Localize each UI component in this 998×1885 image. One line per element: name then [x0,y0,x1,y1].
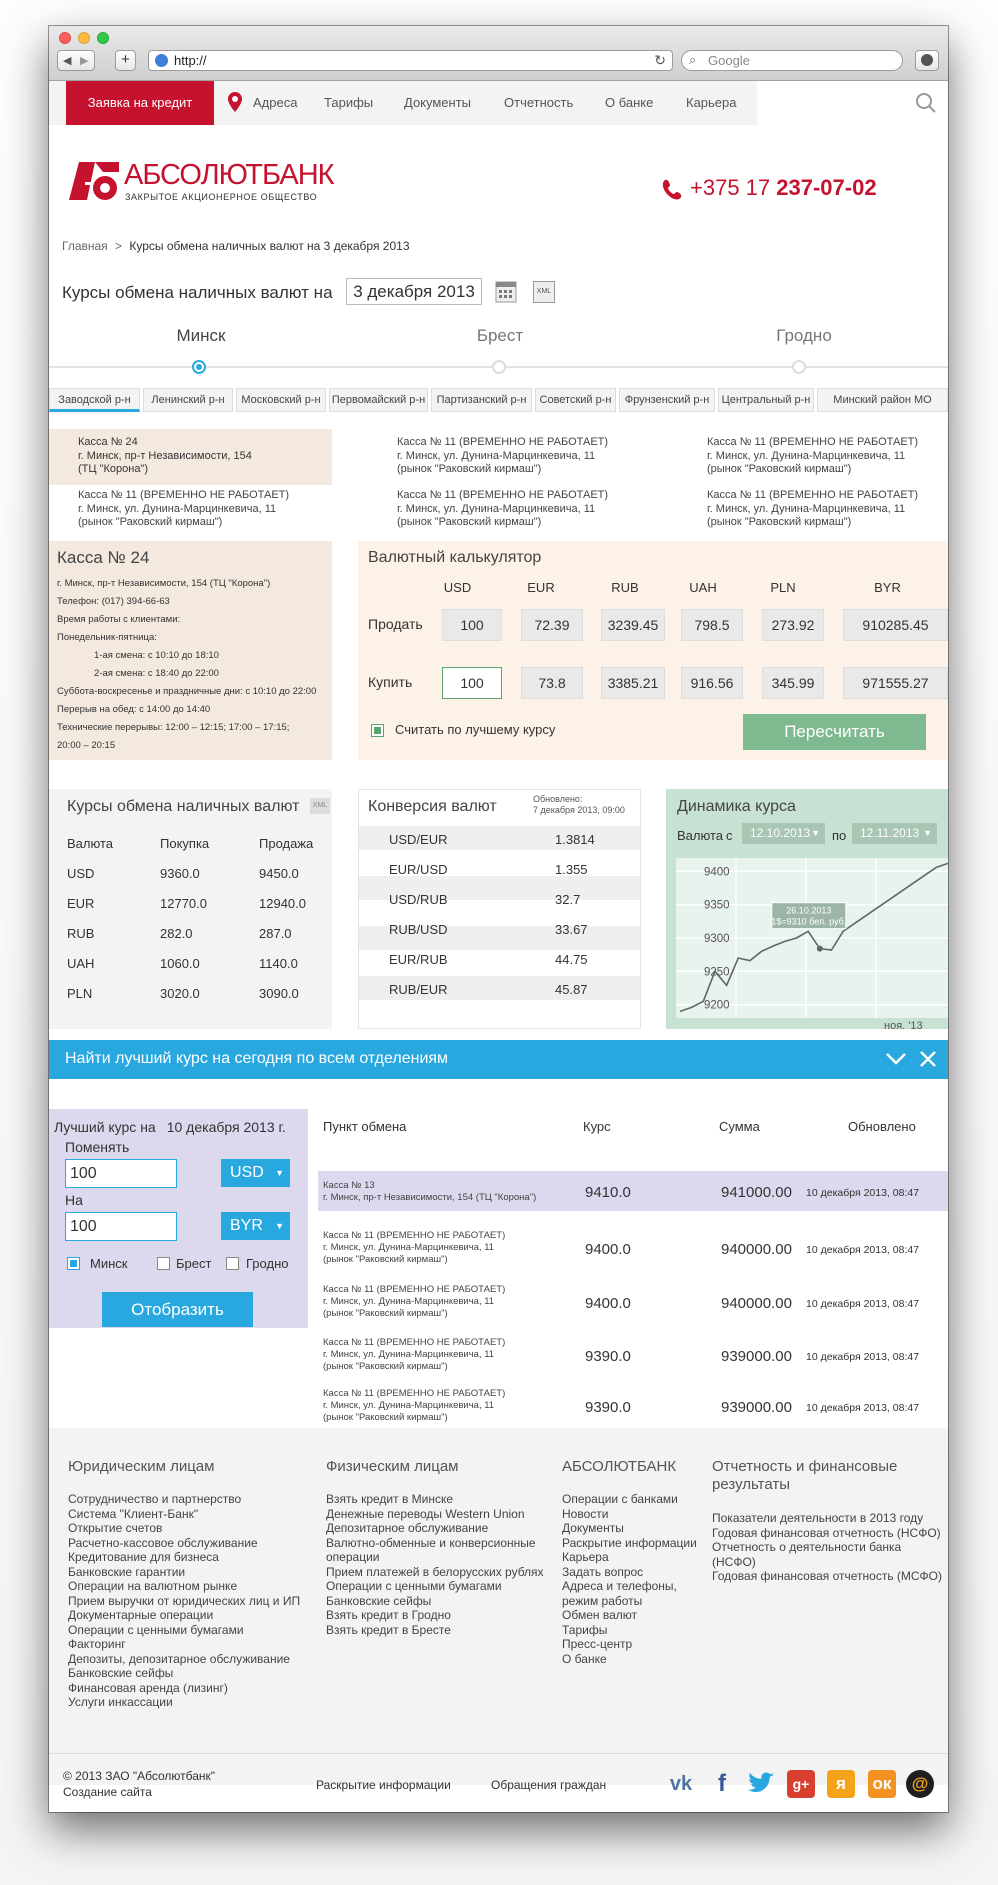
collapse-chevron-icon[interactable] [885,1050,907,1068]
chart-y-tick: 9300 [704,933,730,945]
nav-reports[interactable]: Отчетность [504,95,574,110]
kassa-phone: Телефон: (017) 394-66-63 [57,596,170,607]
nav-addresses[interactable]: Адреса [253,95,298,110]
branch-landmark: (ТЦ "Корона") [78,463,149,475]
best-row-line: г. Минск, пр-т Независимости, 154 (ТЦ "Корона") [323,1192,537,1203]
close-window-icon[interactable] [59,32,71,44]
kassa-lunch: Перерыв на обед: с 14:00 до 14:40 [57,704,211,715]
city-dot-grodno[interactable] [792,360,806,374]
chart-y-tick: 9200 [704,999,730,1012]
best-row-upd: 10 декабря 2013, 08:47 [806,1402,920,1414]
chart-y-tick: 9400 [704,866,730,879]
nav-about[interactable]: О банке [605,95,654,110]
download-icon [921,54,933,66]
buy-eur-field[interactable]: 73.8 [521,667,583,699]
best-row-line: (рынок "Раковский кирмаш") [323,1308,448,1319]
disclosure-link[interactable]: Раскрытие информации [316,1778,451,1792]
footer-col2-title: Физическим лицам [326,1458,459,1475]
footer-link[interactable]: Банковские гарантии [68,1564,186,1579]
cash-cell: 12770.0 [160,896,207,911]
best-rate-label: Считать по лучшему курсу [395,722,556,737]
conv-rate: 45.87 [555,982,588,997]
footer-link[interactable]: Документы [562,1521,624,1535]
recalculate-button[interactable]: Пересчитать [743,714,926,750]
tab-district-sovetsky[interactable]: Советский р-н [535,388,616,412]
chart-tooltip-value: 1$=9310 бел. руб. [771,916,847,927]
conv-rate: 1.3814 [555,832,595,847]
conv-pair: USD/RUB [389,892,448,907]
best-row-point[interactable] [323,1230,505,1266]
browser-window [49,26,948,1812]
best-row-sum: 939000.00 [721,1399,792,1416]
breadcrumb [62,239,410,253]
breadcrumb-separator: > [115,239,123,253]
facebook-icon[interactable]: f [718,1770,726,1797]
cash-rates-title: Курсы обмена наличных валют [67,798,300,815]
footer-col4-links [712,1511,948,1584]
cash-cell: 12940.0 [259,896,306,911]
from-currency-value: USD [230,1164,264,1181]
nav-tariffs[interactable]: Тарифы [324,95,374,110]
footer-link[interactable]: Расчетно-кассовое обслуживание [68,1535,258,1550]
browser-toolbar [49,26,948,81]
breadcrumb-home[interactable]: Главная [62,239,108,253]
branch-item[interactable] [397,489,608,530]
best-rate-checkbox[interactable] [371,724,384,737]
best-row-upd: 10 декабря 2013, 08:47 [806,1298,920,1310]
kassa-weekend: Суббота-воскресенье и праздничные дни: с 10:10 до 22:00 [57,686,317,697]
footer-link[interactable]: Сотрудничество и партнерство [68,1492,242,1506]
tab-district-zavodskoy[interactable]: Заводской р-н [49,388,140,412]
best-row-line: г. Минск, ул. Дунина-Марцинкевича, 11 [323,1400,495,1411]
best-row-point[interactable] [323,1388,505,1424]
footer-link[interactable]: Тарифы [562,1622,608,1637]
footer-link[interactable]: Адреса и телефоны, [562,1579,677,1593]
sell-eur-field[interactable]: 72.39 [521,609,583,641]
branch-item[interactable] [78,489,289,530]
cash-cell: 287.0 [259,926,292,941]
appeals-link[interactable]: Обращения граждан [491,1778,607,1792]
branch-landmark: (рынок "Раковский кирмаш") [707,516,852,528]
cash-xml-icon[interactable]: XML [310,798,330,814]
forward-arrow-icon[interactable]: ▶ [80,55,89,67]
dyn-to-value: 12.11.2013 [860,826,920,840]
city-checkbox-brest[interactable] [157,1257,170,1270]
footer-link[interactable]: Задать вопрос [562,1564,644,1579]
cash-header-buy: Покупка [160,836,210,851]
branch-landmark: (рынок "Раковский кирмаш") [78,516,223,528]
chart-y-tick: 9250 [704,966,730,979]
chevron-down-icon: ▼ [923,828,932,838]
twitter-icon[interactable] [746,1770,776,1798]
footer-link[interactable]: Карьера [562,1550,609,1564]
sell-uah-field[interactable]: 798.5 [681,609,743,641]
footer-link[interactable]: Годовая финансовая отчетность (МСФО) [712,1569,943,1583]
footer-col4-title-line2: результаты [712,1476,790,1493]
footer-link[interactable]: Взять кредит в Минске [326,1492,454,1506]
tab-district-centralny[interactable]: Центральный р-н [718,388,814,412]
rate-chart [666,848,948,1029]
footer-link[interactable]: Взять кредит в Бресте [326,1622,451,1637]
globe-icon [155,54,168,67]
address-bar[interactable] [148,50,673,71]
branch-item[interactable] [78,436,252,477]
to-currency-select[interactable] [221,1212,290,1240]
branch-address: г. Минск, ул. Дунина-Марцинкевича, 11 [707,502,906,515]
city-checkbox-minsk-label: Минск [90,1256,128,1271]
chevron-down-icon: ▼ [811,828,820,838]
conv-rate: 32.7 [555,892,581,907]
best-row-rate: 9390.0 [585,1399,631,1416]
kassa-shift2: 2-ая смена: с 18:40 до 22:00 [94,668,219,679]
conv-pair: RUB/EUR [389,982,448,997]
branch-name: Касса № 11 (ВРЕМЕННО НЕ РАБОТАЕТ) [397,489,609,501]
yandex-icon[interactable]: я [827,1770,855,1798]
footer-link[interactable]: Прием выручки от юридических лиц и ИП [68,1593,301,1608]
buy-label: Купить [368,674,413,690]
branch-item[interactable] [397,436,608,477]
conv-pair: RUB/USD [389,922,448,937]
footer-col3-title: АБСОЛЮТБАНК [562,1458,677,1475]
footer-col4-title-line1: Отчетность и финансовые [712,1458,898,1475]
best-row-line: (рынок "Раковский кирмаш") [323,1361,448,1372]
dyn-from-label: с [726,828,733,843]
dyn-currency-label: Валюта [677,828,723,843]
chart-point-highlight [817,946,823,952]
footer-link[interactable]: Операции с банками [562,1492,678,1506]
made-by-link[interactable]: Создание сайта [63,1785,152,1799]
best-date-row [54,1119,286,1135]
footer-link[interactable]: режим работы [562,1593,643,1608]
conversion-title: Конверсия валют [368,798,497,815]
breadcrumb-current: Курсы обмена наличных валют на 3 декабря 2013 [129,239,410,253]
city-checkbox-minsk[interactable] [67,1257,80,1270]
url-text: http:// [174,53,207,68]
branch-address: г. Минск, пр-т Независимости, 154 [78,449,252,462]
branch-landmark: (рынок "Раковский кирмаш") [397,463,542,475]
kassa-weekdays: Понедельник-пятница: [57,632,157,643]
footer-link[interactable]: операции [326,1550,380,1564]
footer-link[interactable]: Кредитование для бизнеса [68,1550,219,1564]
calc-col-pln: PLN [770,580,796,595]
cash-cell: 3020.0 [160,986,200,1001]
footer-col1-title: Юридическим лицам [68,1458,215,1475]
cash-header-sell: Продажа [259,836,314,851]
footer-link[interactable]: Депозиты, депозитарное обслуживание [68,1651,290,1666]
calendar-icon[interactable] [495,281,517,303]
city-brest[interactable]: Брест [476,326,524,345]
footer-link[interactable]: Услуги инкассации [68,1695,173,1709]
kassa-title: Касса № 24 [57,548,150,567]
updated-label: Обновлено: [533,794,583,804]
city-checkbox-grodno-label: Гродно [246,1256,289,1271]
cash-cell: EUR [67,896,95,911]
odnoklassniki-icon[interactable]: ок [868,1770,896,1798]
footer-link[interactable]: Обмен валют [562,1608,637,1622]
chart-y-tick: 9350 [704,899,730,912]
show-button[interactable]: Отобразить [102,1292,253,1327]
footer-link[interactable]: Отчетность о деятельности банка (НСФО) [712,1540,902,1569]
footer-link[interactable]: Пресс-центр [562,1637,633,1651]
dyn-to-label: по [832,828,847,843]
branch-item[interactable] [707,489,918,530]
date-field[interactable]: 3 декабря 2013 [346,278,482,305]
branch-address: г. Минск, ул. Дунина-Марцинкевича, 11 [397,449,596,462]
cash-cell: 9360.0 [160,866,200,881]
col-header-updated: Обновлено [848,1119,916,1134]
sell-label: Продать [368,616,423,632]
google-plus-icon[interactable]: g+ [787,1770,815,1798]
updated-date: 7 декабря 2013, 09:00 [533,805,625,815]
to-currency-value: BYR [230,1217,263,1234]
tab-district-moskovsky[interactable]: Московский р-н [236,388,326,412]
buy-byr-field[interactable]: 971555.27 [843,667,948,699]
copyright-block [63,1768,215,1800]
cash-cell: RUB [67,926,95,941]
kassa-shift1: 1-ая смена: с 10:10 до 18:10 [94,650,219,661]
dyn-from-value: 12.10.2013 [750,826,811,840]
cash-cell: 282.0 [160,926,193,941]
buy-pln-field[interactable]: 345.99 [762,667,824,699]
best-row-line: г. Минск, ул. Дунина-Марцинкевича, 11 [323,1242,495,1253]
downloads-button[interactable] [915,50,939,71]
phone-icon [660,178,684,202]
search-placeholder: Google [708,53,750,68]
city-checkbox-brest-label: Брест [176,1256,212,1271]
footer-link[interactable]: Банковские сейфы [68,1666,174,1680]
city-minsk[interactable]: Минск [176,326,226,345]
best-row-line: Касса № 11 (ВРЕМЕННО НЕ РАБОТАЕТ) [323,1284,506,1295]
copyright-text: © 2013 ЗАО "Абсолютбанк" [63,1769,216,1783]
chart-tooltip-date: 26.10.2013 [786,905,832,916]
calc-col-uah: UAH [689,580,717,595]
nav-documents[interactable]: Документы [404,95,472,110]
back-arrow-icon[interactable]: ◀ [63,55,72,67]
to-label: На [65,1192,83,1208]
magnifier-icon: ⌕ [689,52,697,67]
map-pin-icon [227,91,243,113]
cash-cell: 3090.0 [259,986,299,1001]
footer-col3-links [562,1492,697,1666]
footer-link[interactable]: Операции с ценными бумагами [68,1622,244,1637]
kassa-breaks: Технические перерывы: 12:00 – 12:15; 17:00 – 17:15; [57,722,290,733]
maximize-window-icon[interactable] [97,32,109,44]
nav-career[interactable]: Карьера [686,95,737,110]
cash-cell: USD [67,866,95,881]
cash-cell: 9450.0 [259,866,299,881]
footer-col2-links [326,1492,544,1637]
city-dot-brest[interactable] [492,360,506,374]
phone-main: 237-07-02 [776,175,877,200]
tab-district-partizansky[interactable]: Партизанский р-н [431,388,532,412]
best-row-line: (рынок "Раковский кирмаш") [323,1412,448,1423]
branch-landmark: (рынок "Раковский кирмаш") [707,463,852,475]
dyn-from-select[interactable] [742,823,825,844]
city-grodno[interactable]: Гродно [776,326,832,345]
best-row-point[interactable] [323,1180,536,1204]
cash-cell: 1140.0 [259,956,298,971]
col-header-rate: Курс [583,1119,611,1134]
chevron-down-icon: ▼ [275,1221,284,1231]
kassa-hours-label: Время работы с клиентами: [57,614,181,625]
best-row-line: Касса № 11 (ВРЕМЕННО НЕ РАБОТАЕТ) [323,1337,506,1348]
kassa-address: г. Минск, пр-т Независимости, 154 (ТЦ "Корона") [57,578,271,589]
best-row-rate: 9400.0 [585,1241,631,1258]
city-dot-minsk[interactable] [192,360,206,374]
minimize-window-icon[interactable] [78,32,90,44]
tab-district-frunzensky[interactable]: Фрунзенский р-н [619,388,715,412]
xml-export-icon[interactable]: XML [533,281,555,303]
calc-col-byr: BYR [874,580,901,595]
best-date-value[interactable]: 10 декабря 2013 г. [166,1119,286,1135]
search-icon[interactable] [915,92,937,114]
best-row-rate: 9390.0 [585,1348,631,1365]
best-row-sum: 940000.00 [721,1241,792,1258]
footer-link[interactable]: Банковские сейфы [326,1593,432,1608]
footer-link[interactable]: Депозитарное обслуживание [326,1521,489,1535]
conv-pair: EUR/RUB [389,952,448,967]
branch-name: Касса № 11 (ВРЕМЕННО НЕ РАБОТАЕТ) [397,436,609,448]
phone-number [690,175,877,201]
best-row-line: Касса № 13 [323,1180,375,1191]
best-row-point[interactable] [323,1284,505,1320]
mailru-icon[interactable]: @ [906,1770,934,1798]
branch-landmark: (рынок "Раковский кирмаш") [397,516,542,528]
footer-link[interactable]: Новости [562,1506,609,1521]
best-row-line: Касса № 11 (ВРЕМЕННО НЕ РАБОТАЕТ) [323,1388,506,1399]
footer-link[interactable]: Открытие счетов [68,1521,163,1535]
cash-header-currency: Валюта [67,836,113,851]
branch-name: Касса № 11 (ВРЕМЕННО НЕ РАБОТАЕТ) [78,489,290,501]
conv-rate: 44.75 [555,952,588,967]
conv-pair: USD/EUR [389,832,448,847]
footer-link[interactable]: Годовая финансовая отчетность (НСФО) [712,1525,941,1540]
best-row-line: г. Минск, ул. Дунина-Марцинкевича, 11 [323,1296,495,1307]
dynamics-title: Динамика курса [677,798,796,815]
best-row-sum: 939000.00 [721,1348,792,1365]
kassa-info [57,575,329,755]
footer-link[interactable]: Показатели деятельности в 2013 году [712,1511,924,1525]
calculator-title: Валютный калькулятор [368,549,542,566]
chart-x-label: ноя. '13 [884,1020,923,1029]
footer-link[interactable]: Факторинг [68,1637,126,1651]
buy-usd-field[interactable]: 100 [442,667,502,699]
from-currency-select[interactable] [221,1159,290,1187]
best-row-rate: 9400.0 [585,1295,631,1312]
conv-pair: EUR/USD [389,862,448,877]
best-row-sum: 940000.00 [721,1295,792,1312]
footer-link[interactable]: Взять кредит в Гродно [326,1608,451,1622]
calc-col-eur: EUR [527,580,555,595]
footer-link[interactable]: Прием платежей в белорусских рублях [326,1564,544,1579]
amount-from-input[interactable]: 100 [65,1159,177,1188]
conv-rate: 33.67 [555,922,588,937]
amount-to-input[interactable]: 100 [65,1212,177,1241]
cash-cell: PLN [67,986,93,1001]
footer-link[interactable]: О банке [562,1651,607,1666]
footer-col1-links [68,1492,300,1710]
best-row-rate: 9410.0 [585,1184,631,1201]
branch-name: Касса № 24 [78,436,138,448]
main-nav [49,81,948,125]
sell-rub-field[interactable]: 3239.45 [601,609,665,641]
footer-link[interactable]: Система "Клиент-Банк" [68,1506,199,1521]
conv-rate: 1.355 [555,862,588,877]
sell-usd-field[interactable]: 100 [442,609,502,641]
logo-text: АБСОЛЮТБАНК [124,159,334,191]
sell-pln-field[interactable]: 273.92 [762,609,824,641]
logo-subtitle: ЗАКРЫТОЕ АКЦИОНЕРНОЕ ОБЩЕСТВО [125,192,318,202]
branch-name: Касса № 11 (ВРЕМЕННО НЕ РАБОТАЕТ) [707,436,919,448]
branch-address: г. Минск, ул. Дунина-Марцинкевича, 11 [78,502,277,515]
change-label: Поменять [65,1139,130,1155]
dyn-to-select[interactable] [852,823,937,844]
col-header-point: Пункт обмена [323,1119,407,1134]
footer-link[interactable]: Раскрытие информации [562,1535,697,1550]
buy-uah-field[interactable]: 916.56 [681,667,743,699]
conversion-updated [533,794,625,816]
footer-divider [49,1753,948,1754]
footer-link[interactable]: Денежные переводы Western Union [326,1506,525,1521]
kassa-breaks-cont: 20:00 – 20:15 [57,740,116,751]
footer-link[interactable]: Документарные операции [68,1608,214,1622]
best-rate-bar-title: Найти лучший курс на сегодня по всем отделениям [65,1050,449,1067]
best-row-line: (рынок "Раковский кирмаш") [323,1254,448,1265]
branch-address: г. Минск, ул. Дунина-Марцинкевича, 11 [707,449,906,462]
reload-icon[interactable]: ↻ [654,52,666,68]
page-title: Курсы обмена наличных валют на [62,283,333,302]
footer-link[interactable]: Операции на валютном рынке [68,1579,238,1593]
branch-item[interactable] [707,436,918,477]
col-header-sum: Сумма [719,1119,760,1134]
buy-rub-field[interactable]: 3385.21 [601,667,665,699]
cash-cell: 1060.0 [160,956,200,971]
footer-link[interactable]: Финансовая аренда (лизинг) [68,1680,228,1695]
browser-search-field[interactable] [681,50,903,71]
back-forward-buttons[interactable] [57,50,95,71]
tab-district-minsky-mo[interactable]: Минский район МО [817,388,948,412]
footer-link[interactable]: Операции с ценными бумагами [326,1579,502,1593]
sell-byr-field[interactable]: 910285.45 [843,609,948,641]
close-icon[interactable] [919,1050,937,1068]
footer-col4-title [712,1458,897,1494]
city-checkbox-grodno[interactable] [226,1257,239,1270]
best-row-point[interactable] [323,1337,505,1373]
best-row-sum: 941000.00 [721,1184,792,1201]
best-row-line: Касса № 11 (ВРЕМЕННО НЕ РАБОТАЕТ) [323,1230,506,1241]
cash-cell: UAH [67,956,95,971]
tab-district-pervomaysky[interactable]: Первомайский р-н [329,388,428,412]
branch-name: Касса № 11 (ВРЕМЕННО НЕ РАБОТАЕТ) [707,489,919,501]
best-date-label: Лучший курс на [54,1119,156,1135]
branch-address: г. Минск, ул. Дунина-Марцинкевича, 11 [397,502,596,515]
calc-col-rub: RUB [611,580,639,595]
best-row-upd: 10 декабря 2013, 08:47 [806,1351,920,1363]
tab-district-leninsky[interactable]: Ленинский р-н [143,388,233,412]
bank-logo-icon [65,158,121,202]
phone-prefix: +375 17 [690,175,777,200]
calc-col-usd: USD [443,580,472,595]
new-tab-button[interactable]: + [115,50,136,71]
chevron-down-icon: ▼ [275,1168,284,1178]
credit-request-button[interactable]: Заявка на кредит [66,81,214,125]
best-row-upd: 10 декабря 2013, 08:47 [806,1187,920,1199]
best-row-line: г. Минск, ул. Дунина-Марцинкевича, 11 [323,1349,495,1360]
best-row-upd: 10 декабря 2013, 08:47 [806,1244,920,1256]
vk-icon[interactable]: vk [669,1773,693,1795]
footer-link[interactable]: Валютно-обменные и конверсионные [326,1535,536,1550]
